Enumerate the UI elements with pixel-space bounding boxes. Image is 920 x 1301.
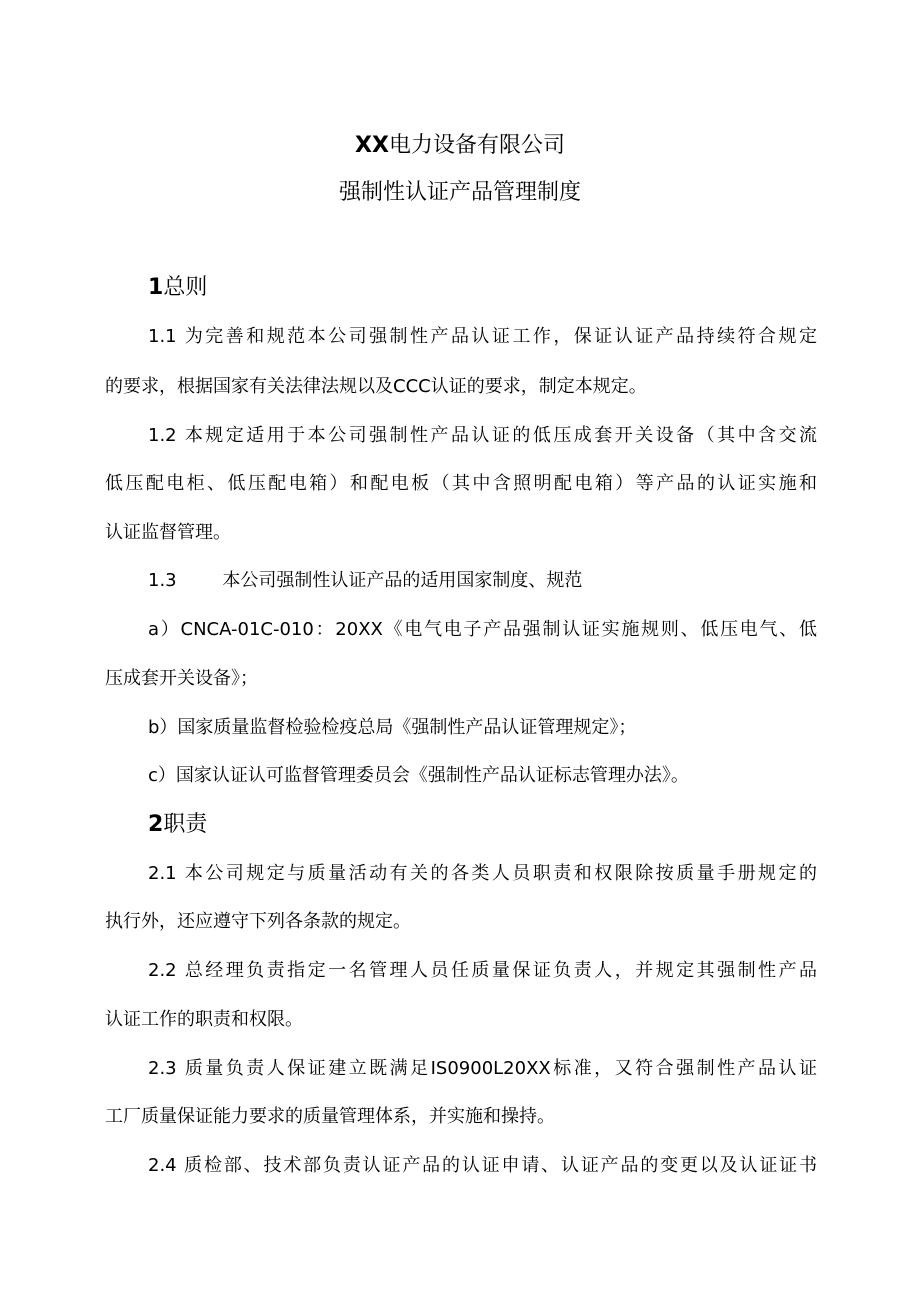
paragraph-line: 低压配电柜、低压配电箱）和配电板（其中含照明配电箱）等产品的认证实施和 xyxy=(105,473,817,494)
section-number: 2 xyxy=(148,812,164,837)
document-title: 强制性认证产品管理制度 xyxy=(338,180,581,205)
paragraph-line: 执行外，还应遵守下列各条款的规定。 xyxy=(105,911,411,932)
paragraph-line: 1.1 为完善和规范本公司强制性产品认证工作，保证认证产品持续符合规定 xyxy=(148,326,817,347)
paragraph-line: 2.2 总经理负责指定一名管理人员任质量保证负责人，并规定其强制性产品 xyxy=(148,960,817,981)
list-item-c: c）国家认证认可监督管理委员会《强制性产品认证标志管理办法》。 xyxy=(148,765,689,786)
paragraph-line: 的要求，根据国家有关法律法规以及CCC认证的要求，制定本规定。 xyxy=(105,376,647,397)
company-name: 电力设备有限公司 xyxy=(388,133,565,158)
section-title: 总则 xyxy=(163,275,208,300)
section-heading-1 xyxy=(148,273,207,303)
section-heading-2 xyxy=(148,810,207,840)
company-prefix: XX xyxy=(355,133,389,158)
paragraph-line: 认证工作的职责和权限。 xyxy=(105,1009,303,1030)
paragraph-line: 2.4 质检部、技术部负责认证产品的认证申请、认证产品的变更以及认证证书 xyxy=(148,1155,817,1176)
list-item-b: b）国家质量监督检验检疫总局《强制性产品认证管理规定》； xyxy=(148,717,637,738)
paragraph-line: 1.2 本规定适用于本公司强制性产品认证的低压成套开关设备（其中含交流 xyxy=(148,425,817,446)
paragraph-line: 1.3 本公司强制性认证产品的适用国家制度、规范 xyxy=(148,570,583,591)
paragraph-line: 工厂质量保证能力要求的质量管理体系，并实施和操持。 xyxy=(105,1106,555,1127)
paragraph-line: 2.3 质量负责人保证建立既满足IS0900L20XX标准，又符合强制性产品认证 xyxy=(148,1058,817,1079)
paragraph-line: 认证监督管理。 xyxy=(105,522,231,543)
paragraph-line: 2.1 本公司规定与质量活动有关的各类人员职责和权限除按质量手册规定的 xyxy=(148,863,817,884)
list-item-a-cont: 压成套开关设备》； xyxy=(105,668,258,689)
list-item-a: a）CNCA-01C-010：20XX《电气电子产品强制认证实施规则、低压电气、低 xyxy=(148,619,817,640)
company-title xyxy=(0,131,920,161)
section-number: 1 xyxy=(148,275,164,300)
section-title: 职责 xyxy=(163,812,208,837)
